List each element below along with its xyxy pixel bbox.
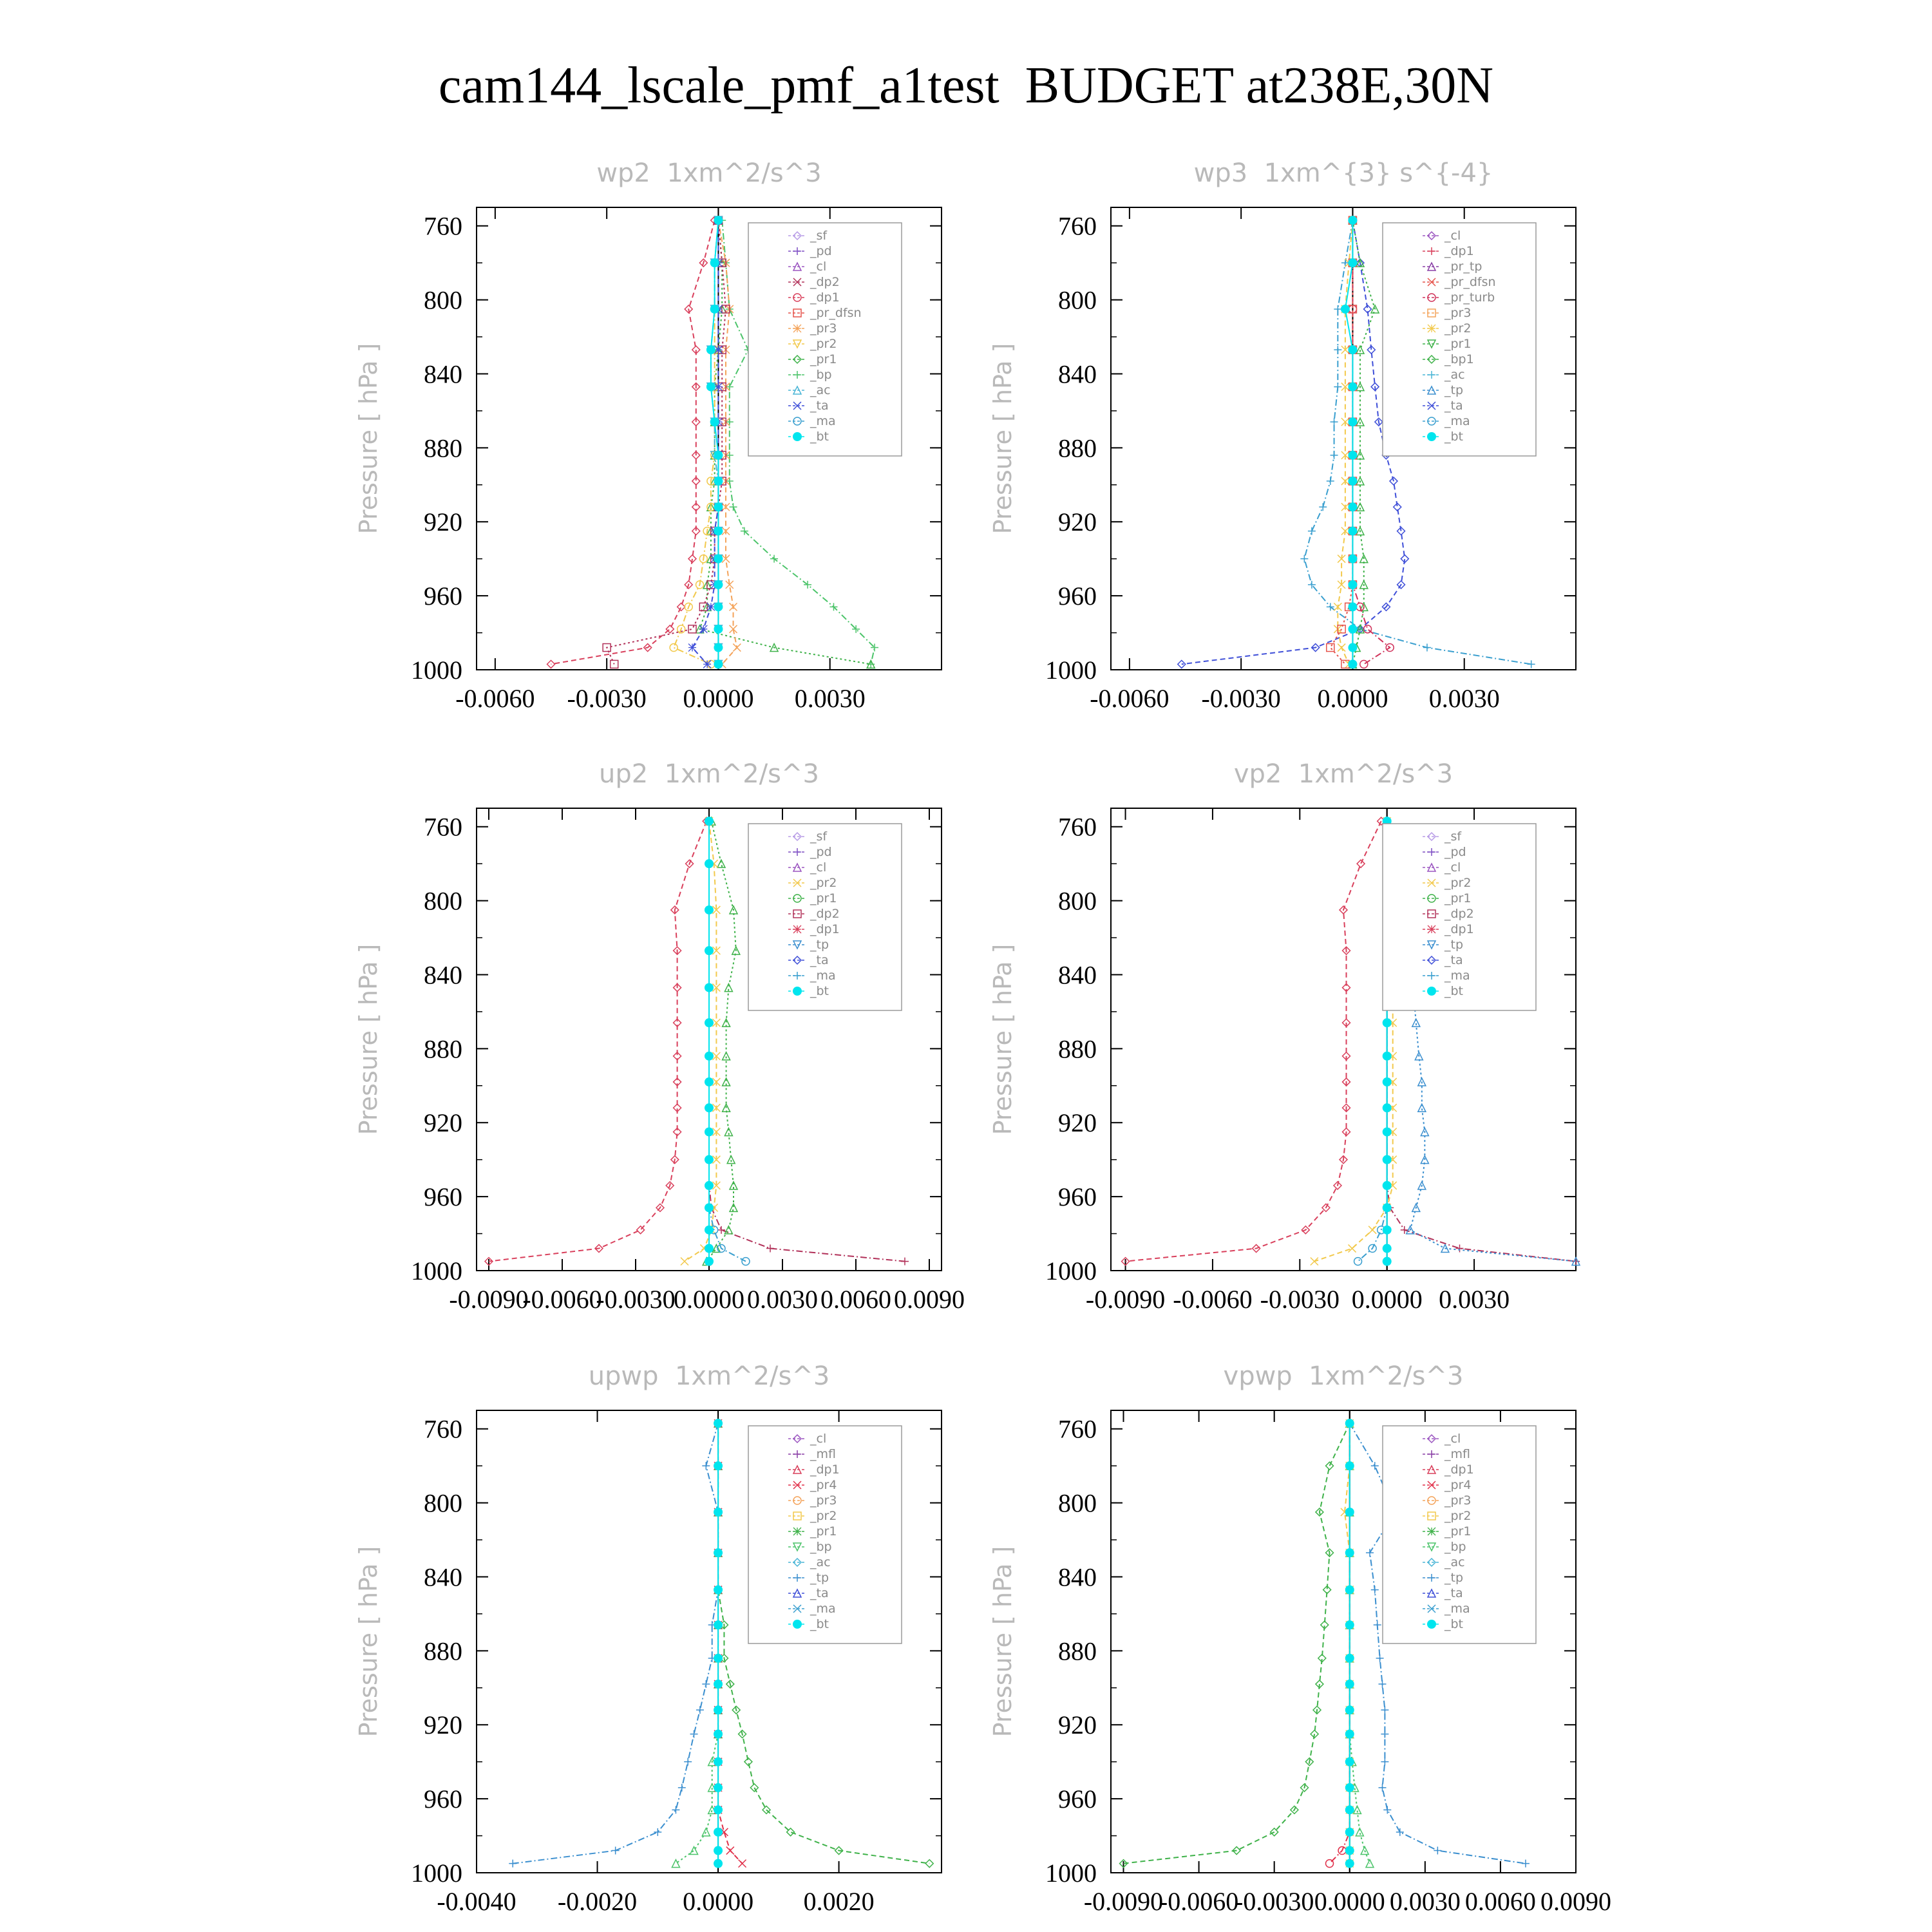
data-point (1345, 1419, 1354, 1428)
legend-entry: _ac (810, 1555, 831, 1569)
data-point (1326, 1860, 1334, 1868)
legend-entry: _cl (810, 860, 827, 875)
legend-entry: _pr_turb (1444, 290, 1495, 305)
x-tick-label: -0.0060 (522, 1285, 602, 1314)
legend-entry: _pr2 (810, 1509, 837, 1523)
x-tick-label: -0.0090 (1085, 1285, 1166, 1314)
legend-entry: _tp (1444, 1571, 1464, 1585)
x-tick-label: 0.0000 (1351, 1285, 1423, 1314)
x-tick-label: 0.0030 (794, 684, 866, 713)
y-tick-label: 760 (1058, 211, 1097, 241)
legend-entry: _dp1 (1444, 922, 1474, 936)
legend-entry: _bt (810, 430, 829, 444)
panel-title: vpwp 1xm^2/s^3 (1223, 1361, 1464, 1391)
x-tick-label: -0.0040 (437, 1887, 516, 1916)
series-pr2 (1341, 1419, 1354, 1868)
data-point (1434, 1847, 1441, 1855)
legend-entry: _cl (810, 260, 827, 274)
y-tick-label: 840 (1058, 359, 1097, 389)
y-tick-label: 920 (1058, 1710, 1097, 1740)
y-tick-label: 760 (1058, 812, 1097, 842)
legend-entry: _sf (810, 829, 828, 844)
legend-entry: _pd (810, 244, 832, 258)
legend-entry: _pr1 (810, 891, 837, 905)
panel-title: upwp 1xm^2/s^3 (588, 1361, 830, 1391)
legend-entry: _sf (1444, 829, 1462, 844)
data-point (1396, 1828, 1404, 1836)
data-point (1345, 1508, 1354, 1517)
legend-entry: _pr2 (1444, 321, 1472, 336)
legend-entry: _pr2 (810, 876, 837, 890)
panel-title: up2 1xm^2/s^3 (599, 759, 819, 789)
legend-entry: _tp (810, 1571, 829, 1585)
legend-entry: _pr4 (1444, 1478, 1472, 1492)
series-line (1345, 1423, 1350, 1864)
legend-entry: _bt (1444, 984, 1464, 998)
y-tick-label: 1000 (411, 656, 462, 685)
x-tick-label: -0.0060 (455, 684, 535, 713)
y-tick-label: 960 (1058, 1182, 1097, 1212)
x-tick-label: 0.0030 (747, 1285, 818, 1314)
panel-title: wp2 1xm^2/s^3 (596, 158, 822, 188)
y-tick-label: 1000 (411, 1859, 462, 1888)
x-tick-label: -0.0030 (1260, 1285, 1340, 1314)
legend-entry: _dp2 (1444, 907, 1474, 921)
legend-entry: _ac (1444, 1555, 1465, 1569)
data-point (1326, 1462, 1334, 1470)
series-pr1 (1120, 1419, 1354, 1868)
x-tick-label: 0.0000 (683, 1887, 754, 1916)
y-axis-label: Pressure [ hPa ] (989, 943, 1017, 1135)
legend-entry: _tp (1444, 383, 1464, 397)
legend-entry: _pr3 (810, 321, 837, 336)
legend-entry: _ma (810, 969, 836, 983)
page-title: cam144_lscale_pmf_a1test BUDGET at238E,30N (438, 57, 1494, 114)
y-tick-label: 840 (424, 359, 462, 389)
data-point (1381, 1730, 1388, 1738)
y-tick-label: 800 (1058, 886, 1097, 916)
y-axis-label: Pressure [ hPa ] (354, 1546, 383, 1738)
legend-entry: _dp1 (1444, 1463, 1474, 1477)
legend-entry: _pr1 (1444, 1524, 1472, 1539)
y-axis-label: Pressure [ hPa ] (354, 943, 383, 1135)
legend-entry: _ma (1444, 969, 1470, 983)
legend-entry: _dp1 (810, 922, 840, 936)
legend-entry: _cl (1444, 860, 1461, 875)
legend-entry: _pd (1444, 845, 1466, 859)
legend-entry: _pr1 (810, 352, 837, 366)
x-tick-label: 0.0000 (674, 1285, 744, 1314)
data-point (1345, 1620, 1354, 1629)
y-axis-label: Pressure [ hPa ] (354, 343, 383, 535)
legend-marker (1427, 1620, 1436, 1629)
series-line (1330, 1423, 1350, 1864)
data-point (1522, 1860, 1530, 1868)
legend-entry: _sf (810, 229, 828, 243)
data-point (1345, 1828, 1354, 1837)
legend-entry: _pr2 (1444, 876, 1472, 890)
legend-entry: _pr4 (810, 1478, 837, 1492)
y-tick-label: 920 (424, 507, 462, 537)
x-tick-label: -0.0090 (449, 1285, 529, 1314)
x-tick-label: 0.0030 (1439, 1285, 1510, 1314)
data-point (1381, 1706, 1388, 1714)
x-tick-label: -0.0030 (1201, 684, 1281, 713)
y-tick-label: 760 (1058, 1414, 1097, 1444)
legend-entry: _pr1 (1444, 891, 1472, 905)
legend-entry: _bp (810, 368, 832, 382)
data-point (1345, 1859, 1354, 1868)
legend-entry: _ta (1444, 953, 1463, 967)
data-point (1371, 1462, 1379, 1470)
y-tick-label: 880 (1058, 1034, 1097, 1064)
legend-entry: _ma (810, 414, 836, 428)
y-tick-label: 800 (424, 1488, 462, 1518)
x-tick-label: 0.0030 (1428, 684, 1500, 713)
legend-entry: _ta (1444, 399, 1463, 413)
legend-entry: _mfl (1444, 1447, 1470, 1461)
y-tick-label: 760 (424, 1414, 462, 1444)
legend (1383, 1426, 1536, 1643)
legend-entry: _pr2 (810, 337, 837, 351)
legend-entry: _dp2 (810, 907, 840, 921)
data-point (1345, 1757, 1354, 1766)
data-point (1374, 1621, 1381, 1629)
legend-entry: _pr2 (1444, 1509, 1472, 1523)
series-bt (1345, 1419, 1354, 1868)
y-tick-label: 960 (1058, 582, 1097, 611)
data-point (1378, 1680, 1386, 1688)
legend-entry: _bt (810, 1617, 829, 1631)
x-tick-label: 0.0060 (1464, 1887, 1536, 1916)
legend-entry: _bp (1444, 1540, 1466, 1554)
data-point (1345, 1846, 1354, 1855)
x-tick-label: 0.0000 (683, 684, 754, 713)
data-point (1345, 1586, 1354, 1595)
legend-entry: _pd (810, 845, 832, 859)
legend-entry: _ma (1444, 414, 1470, 428)
data-point (1376, 1654, 1384, 1662)
x-tick-label: 0.0030 (1389, 1887, 1461, 1916)
y-tick-label: 920 (424, 1710, 462, 1740)
x-tick-label: -0.0060 (1159, 1887, 1239, 1916)
x-tick-label: 0.0090 (894, 1285, 965, 1314)
y-axis-label: Pressure [ hPa ] (989, 343, 1017, 535)
legend-entry: _dp1 (810, 290, 840, 305)
data-point (1345, 1680, 1354, 1689)
legend-entry: _ac (810, 383, 831, 397)
legend-entry: _pr3 (1444, 306, 1472, 320)
y-tick-label: 880 (424, 433, 462, 463)
data-point (1345, 1730, 1354, 1739)
y-tick-label: 840 (1058, 1562, 1097, 1592)
legend-entry: _ma (810, 1602, 836, 1616)
y-tick-label: 800 (424, 886, 462, 916)
x-tick-label: -0.0030 (596, 1285, 676, 1314)
panel-title: wp3 1xm^{3} s^{-4} (1193, 158, 1493, 188)
legend-entry: _ta (810, 953, 829, 967)
y-tick-label: 880 (424, 1636, 462, 1666)
x-tick-label: 0.0000 (1317, 684, 1388, 713)
legend-entry: _bt (1444, 430, 1464, 444)
y-axis-label: Pressure [ hPa ] (989, 1546, 1017, 1738)
data-point (1378, 1784, 1386, 1792)
legend-entry: _pr1 (1444, 337, 1472, 351)
legend-entry: _tp (810, 938, 829, 952)
legend-entry: _pr_dfsn (1444, 275, 1496, 289)
y-tick-label: 1000 (1045, 1256, 1097, 1285)
legend-entry: _pr1 (810, 1524, 837, 1539)
legend-entry: _dp2 (810, 275, 840, 289)
data-point (1345, 1783, 1354, 1792)
x-tick-label: -0.0030 (1235, 1887, 1314, 1916)
legend-entry: _pr3 (810, 1493, 837, 1508)
data-point (1345, 1805, 1354, 1814)
x-tick-label: -0.0030 (567, 684, 647, 713)
data-point (1345, 1461, 1354, 1470)
legend-entry: _cl (1444, 1432, 1461, 1446)
x-tick-label: 0.0090 (1540, 1887, 1611, 1916)
legend-entry: _ta (810, 399, 829, 413)
y-tick-label: 800 (1058, 1488, 1097, 1518)
y-tick-label: 1000 (1045, 1859, 1097, 1888)
x-tick-label: -0.0060 (1173, 1285, 1253, 1314)
y-tick-label: 960 (424, 1182, 462, 1212)
y-tick-label: 920 (1058, 1108, 1097, 1138)
legend-entry: _cl (1444, 229, 1461, 243)
y-tick-label: 960 (424, 1785, 462, 1814)
data-point (1345, 1705, 1354, 1714)
legend-entry: _ma (1444, 1602, 1470, 1616)
legend-entry: _bp1 (1444, 352, 1474, 366)
x-tick-label: 0.0060 (820, 1285, 891, 1314)
legend-entry: _pr_tp (1444, 260, 1482, 274)
y-tick-label: 1000 (1045, 656, 1097, 685)
data-point (1381, 1758, 1388, 1766)
legend-entry: _mfl (810, 1447, 836, 1461)
x-tick-label: 0.0020 (803, 1887, 875, 1916)
legend-entry: _cl (810, 1432, 827, 1446)
y-tick-label: 800 (424, 285, 462, 315)
legend-entry: _dp1 (810, 1463, 840, 1477)
series-line (1350, 1423, 1370, 1864)
y-tick-label: 960 (424, 582, 462, 611)
series-line (1124, 1423, 1350, 1864)
x-tick-label: -0.0060 (1090, 684, 1170, 713)
x-tick-label: 0.0000 (1314, 1887, 1385, 1916)
data-point (1383, 1806, 1391, 1814)
data-point (1371, 1586, 1379, 1594)
y-tick-label: 920 (424, 1108, 462, 1138)
data-point (1345, 1548, 1354, 1557)
legend-entry: _ta (1444, 1586, 1463, 1600)
x-tick-label: -0.0020 (557, 1887, 638, 1916)
data-point (1345, 1654, 1354, 1663)
legend-entry: _bt (810, 984, 829, 998)
y-tick-label: 920 (1058, 507, 1097, 537)
panel-title: vp2 1xm^2/s^3 (1233, 759, 1454, 789)
y-tick-label: 800 (1058, 285, 1097, 315)
legend-marker (1428, 1528, 1435, 1535)
y-tick-label: 1000 (411, 1256, 462, 1285)
y-tick-label: 960 (1058, 1785, 1097, 1814)
legend-entry: _pr3 (1444, 1493, 1472, 1508)
legend-entry: _pr_dfsn (810, 306, 862, 320)
data-point (1366, 1549, 1374, 1557)
y-tick-label: 840 (1058, 960, 1097, 990)
legend-entry: _bt (1444, 1617, 1464, 1631)
legend-entry: _bp (810, 1540, 832, 1554)
y-tick-label: 880 (1058, 433, 1097, 463)
y-tick-label: 880 (1058, 1636, 1097, 1666)
y-tick-label: 880 (424, 1034, 462, 1064)
legend-entry: _tp (1444, 938, 1464, 952)
x-tick-label: -0.0090 (1083, 1887, 1164, 1916)
legend-entry: _dp1 (1444, 244, 1474, 258)
y-tick-label: 840 (424, 960, 462, 990)
y-tick-label: 840 (424, 1562, 462, 1592)
y-tick-label: 760 (424, 211, 462, 241)
legend-entry: _ta (810, 1586, 829, 1600)
y-tick-label: 760 (424, 812, 462, 842)
legend-entry: _ac (1444, 368, 1465, 382)
